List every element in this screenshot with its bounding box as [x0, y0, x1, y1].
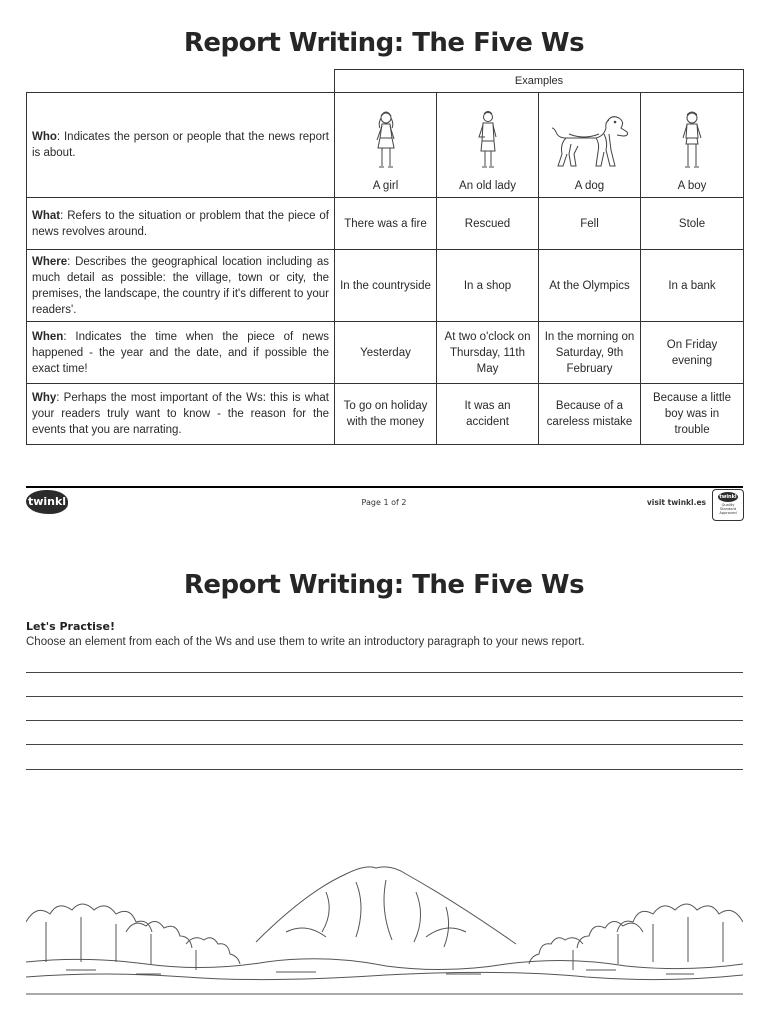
what-example: Stole	[641, 198, 744, 250]
who-example-label: A girl	[372, 180, 399, 192]
five-ws-table	[26, 69, 744, 445]
table-row-when	[27, 322, 744, 384]
when-example: Yesterday	[335, 322, 437, 384]
badge-text: Quality Standard Approved	[719, 503, 737, 515]
table-row-who	[27, 93, 744, 198]
what-description	[27, 198, 335, 250]
writing-line[interactable]	[26, 696, 743, 697]
page-title: Report Writing: The Five Ws	[183, 28, 585, 58]
boy-illustration-icon	[677, 110, 707, 172]
when-label: When	[32, 330, 64, 343]
writing-line[interactable]	[26, 769, 743, 770]
when-example: On Friday evening	[641, 322, 744, 384]
who-example-old-lady	[437, 93, 539, 198]
visit-link[interactable]: visit twinkl.es	[646, 498, 706, 507]
why-description	[27, 384, 335, 445]
what-example: Rescued	[437, 198, 539, 250]
examples-header: Examples	[335, 70, 744, 93]
why-example: It was an accident	[437, 384, 539, 445]
what-example: Fell	[539, 198, 641, 250]
when-example: At two o'clock on Thursday, 11th May	[437, 322, 539, 384]
writing-line[interactable]	[26, 672, 743, 673]
page-title-2: Report Writing: The Five Ws	[183, 570, 585, 600]
landscape-illustration-icon	[26, 862, 743, 997]
who-example-label: An old lady	[459, 180, 516, 192]
why-example: To go on holiday with the money	[335, 384, 437, 445]
why-example: Because of a careless mistake	[539, 384, 641, 445]
why-example: Because a little boy was in trouble	[641, 384, 744, 445]
who-example-label: A boy	[677, 180, 707, 192]
where-example: In a bank	[641, 250, 744, 322]
table-row-where	[27, 250, 744, 322]
when-example: In the morning on Saturday, 9th February	[539, 322, 641, 384]
who-text: : Indicates the person or people that the news report is about.	[32, 131, 329, 159]
where-example: In a shop	[437, 250, 539, 322]
footer-divider	[26, 486, 743, 488]
practice-instruction: Choose an element from each of the Ws and use them to write an introductory paragraph to your news report.	[26, 636, 585, 648]
where-example: In the countryside	[335, 250, 437, 322]
what-label: What	[32, 209, 61, 222]
writing-line[interactable]	[26, 720, 743, 721]
who-example-dog	[539, 93, 641, 198]
badge-logo: twinkl	[719, 494, 737, 500]
where-label: Where	[32, 255, 68, 268]
who-example-boy	[641, 93, 744, 198]
girl-illustration-icon	[371, 110, 401, 172]
practice-heading: Let's Practise!	[26, 620, 115, 633]
who-example-label: A dog	[574, 180, 605, 192]
when-text: : Indicates the time when the piece of news happened - the year and the date, and if possible the exact time!	[32, 330, 329, 375]
twinkl-logo: twinkl	[26, 490, 68, 514]
where-example: At the Olympics	[539, 250, 641, 322]
where-description	[27, 250, 335, 322]
old-lady-illustration-icon	[473, 110, 503, 172]
what-text: : Refers to the situation or problem that the piece of news revolves around.	[32, 209, 329, 238]
table-row-what	[27, 198, 744, 250]
what-example: There was a fire	[335, 198, 437, 250]
writing-line[interactable]	[26, 744, 743, 745]
table-corner-blank	[27, 70, 335, 93]
table-header-row	[27, 70, 744, 93]
who-label: Who	[32, 131, 57, 143]
dog-illustration-icon	[549, 110, 631, 172]
where-text: : Describes the geographical location including as much detail as possible: the village, town or city, the premises, the landscape, the country if it's different to your readers'.	[32, 255, 329, 316]
why-label: Why	[32, 392, 57, 404]
table-row-why	[27, 384, 744, 445]
when-description	[27, 322, 335, 384]
quality-badge-icon	[712, 489, 744, 521]
page-number: Page 1 of 2	[361, 498, 407, 507]
who-description	[27, 93, 335, 198]
why-text: : Perhaps the most important of the Ws: this is what your readers truly want to know - the reason for the events that you are narrating.	[32, 392, 329, 436]
who-example-girl	[335, 93, 437, 198]
